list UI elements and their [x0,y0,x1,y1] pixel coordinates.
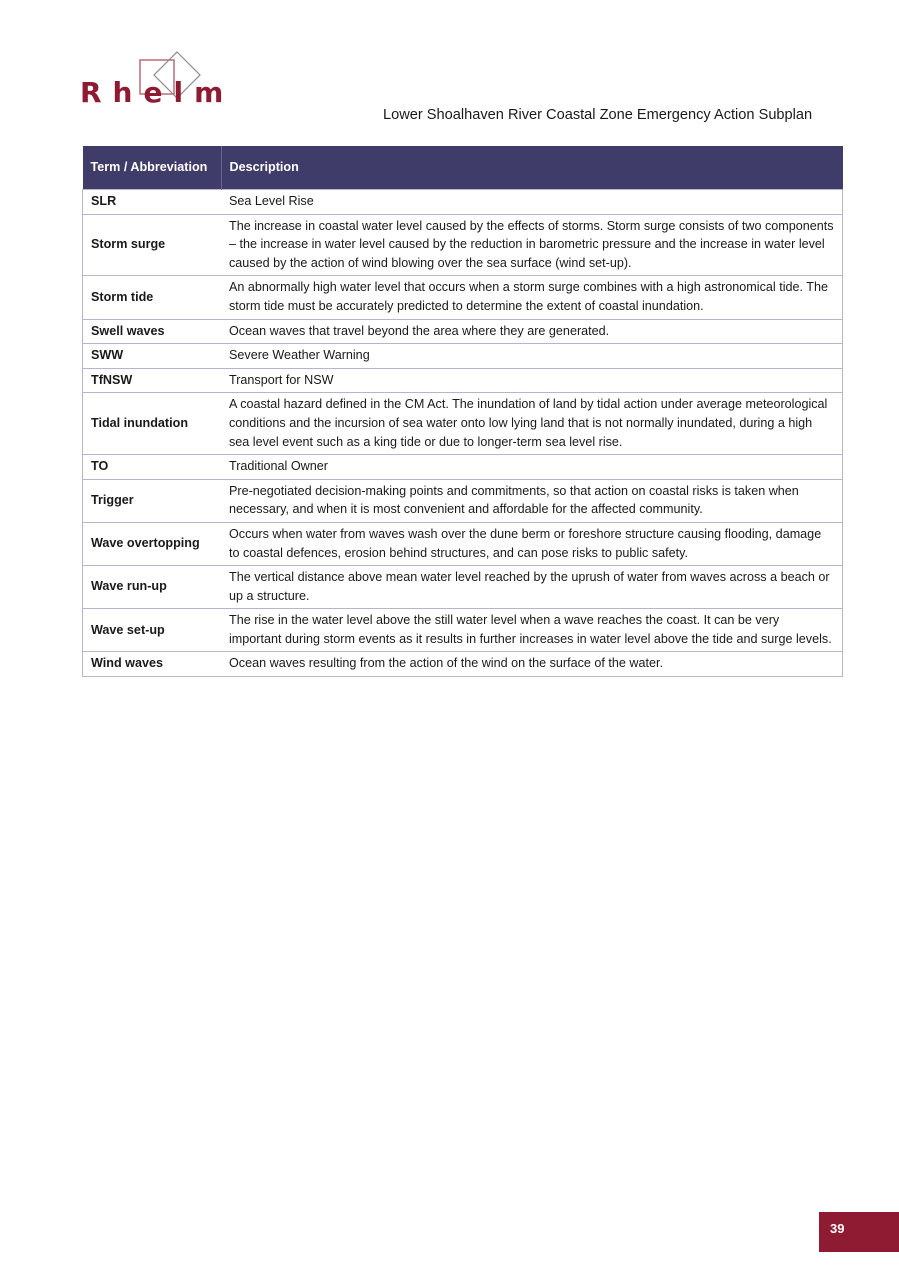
term-cell: Storm tide [83,276,222,319]
table-row [83,214,843,276]
description-cell: An abnormally high water level that occurs when a storm surge combines with a high astronomical tide. The storm tide must be accurately predicted to determine the extent of coastal inundation. [221,276,843,319]
table-row [83,368,843,393]
table-header-row [83,146,843,190]
table-row [83,455,843,480]
description-cell: Pre-negotiated decision-making points and commitments, so that action on coastal risks is taken when necessary, and when it is most convenient and affordable for the affected community. [221,479,843,522]
description-cell: Sea Level Rise [221,190,843,215]
table-row [83,479,843,522]
term-cell: Trigger [83,479,222,522]
table-row [83,609,843,652]
table-row [83,566,843,609]
rhelm-logo [80,48,240,108]
logo-wordmark: Rhelm [80,76,235,109]
column-header-description: Description [221,146,843,190]
term-cell: Wave set-up [83,609,222,652]
table-row [83,344,843,369]
table-row [83,190,843,215]
term-cell: SWW [83,344,222,369]
glossary-table [82,146,843,677]
description-cell: A coastal hazard defined in the CM Act. The inundation of land by tidal action under average meteorological conditions and the incursion of sea water onto low lying land that is not normally inundated, during a high sea level event such as a king tide or due to longer-term sea level rise. [221,393,843,455]
table-row [83,393,843,455]
description-cell: Ocean waves resulting from the action of the wind on the surface of the water. [221,652,843,677]
page-number-badge [819,1212,899,1252]
document-title: Lower Shoalhaven River Coastal Zone Emergency Action Subplan [383,107,813,123]
table-row [83,652,843,677]
description-cell: The increase in coastal water level caused by the effects of storms. Storm surge consists of two components – the increase in water level caused by the reduction in barometric pressure and the increase in water level caused by the action of wind blowing over the sea surface (wind set-up). [221,214,843,276]
term-cell: Tidal inundation [83,393,222,455]
page-number: 39 [830,1221,845,1236]
table-row [83,319,843,344]
term-cell: Wave run-up [83,566,222,609]
table-row [83,522,843,565]
term-cell: Swell waves [83,319,222,344]
description-cell: The vertical distance above mean water level reached by the uprush of water from waves across a beach or up a structure. [221,566,843,609]
term-cell: TfNSW [83,368,222,393]
description-cell: Traditional Owner [221,455,843,480]
term-cell: TO [83,455,222,480]
term-cell: Wind waves [83,652,222,677]
column-header-term: Term / Abbreviation [83,146,222,190]
description-cell: Severe Weather Warning [221,344,843,369]
description-cell: Occurs when water from waves wash over the dune berm or foreshore structure causing flooding, damage to coastal defences, erosion behind structures, and can pose risks to public safety. [221,522,843,565]
term-cell: Storm surge [83,214,222,276]
table-row [83,276,843,319]
term-cell: Wave overtopping [83,522,222,565]
description-cell: Ocean waves that travel beyond the area where they are generated. [221,319,843,344]
term-cell: SLR [83,190,222,215]
description-cell: The rise in the water level above the still water level when a wave reaches the coast. It can be very important during storm events as it results in further increases in water level above the tide and surge levels. [221,609,843,652]
description-cell: Transport for NSW [221,368,843,393]
